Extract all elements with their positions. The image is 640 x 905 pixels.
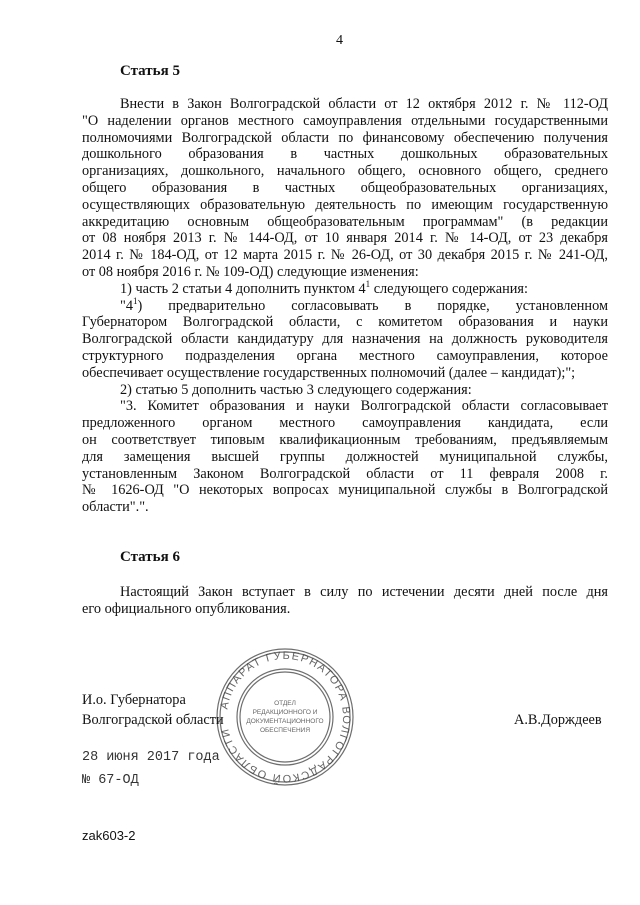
stamp-outer-text: АППАРАТ ГУБЕРНАТОРА ВОЛГОГРАДСКОЙ ОБЛАСТИ: [218, 649, 353, 785]
item-1-text: 1) часть 2 статьи 4 дополнить пунктом 4: [120, 280, 366, 297]
body-line: "О наделении органов местного самоуправления отдельными государственными: [82, 112, 608, 129]
body-line: предложенного органом местного самоуправления кандидата, если: [82, 415, 608, 432]
body-line: для замещения высшей группы должностей муниципальной службы,: [82, 448, 608, 465]
body-line: его официального опубликования.: [82, 600, 291, 617]
signatory-title-line-2: Волгоградской области: [82, 712, 224, 728]
stamp-center-line: ДОКУМЕНТАЦИОННОГО: [246, 718, 324, 725]
body-line: № 1626-ОД "О некоторых вопросах муниципальной службы в Волгоградской: [82, 482, 608, 499]
official-stamp: [215, 647, 355, 787]
quote-1-text: ) предварительно согласовывать в порядке, установленном: [137, 297, 608, 314]
body-line: "3. Комитет образования и науки Волгоградской области согласовывает: [120, 398, 608, 415]
body-line: обеспечивает осуществление государственных полномочий (далее – кандидат);";: [82, 364, 576, 381]
body-line: Волгоградской области кандидатуру для назначения на должность руководителя: [82, 331, 608, 348]
body-line: от 08 ноября 2016 г. № 109-ОД) следующие изменения:: [82, 263, 419, 280]
stamp-center-line: РЕДАКЦИОННОГО И: [252, 709, 318, 716]
stamp-center-line: ОБЕСПЕЧЕНИЯ: [259, 727, 311, 734]
footer-code: zak603-2: [82, 828, 136, 843]
law-date: 28 июня 2017 года: [82, 750, 220, 765]
body-line: Настоящий Закон вступает в силу по истечении десяти дней после дня: [120, 584, 608, 600]
amendment-item-1: [82, 281, 608, 298]
body-line: общего образования в частных общеобразовательных организациях,: [82, 179, 608, 196]
quote-1-superscript: 1: [133, 295, 138, 306]
body-line: установленным Законом Волгоградской области от 11 февраля 2008 г.: [82, 465, 608, 482]
article-6-heading: Статья 6: [120, 549, 180, 565]
signatory-title: [82, 690, 224, 730]
signatory-title-line-1: И.о. Губернатора: [82, 692, 186, 708]
page-number: 4: [336, 33, 343, 48]
body-line: осуществляющих образовательную деятельность по имеющим государственную: [82, 196, 608, 213]
signatory-name: А.В.Дорждеев: [514, 712, 602, 728]
quote-1-first-line: [82, 295, 608, 315]
body-line: Внести в Закон Волгоградской области от 12 октября 2012 г. № 112-ОД: [120, 96, 608, 112]
body-line: он соответствует типовым квалификационным требованиям, предъявляемым: [82, 431, 608, 448]
law-number: № 67-ОД: [82, 773, 139, 788]
body-line: области".".: [82, 499, 149, 516]
body-line: Губернатором Волгоградской области, с комитетом образования и науки: [82, 314, 608, 331]
body-line: структурного подразделения органа местного самоуправления, которое: [82, 347, 608, 364]
article-5-heading: Статья 5: [120, 63, 180, 79]
body-line: дошкольного образования в частных дошкольных образовательных: [82, 146, 608, 163]
body-line: 2014 г. № 184-ОД, от 12 марта 2015 г. № 26-ОД, от 30 декабря 2015 г. № 241-ОД,: [82, 247, 608, 264]
body-line: организациях, дошкольного, начального общего, основного общего, среднего: [82, 163, 608, 180]
item-1-superscript: 1: [365, 279, 371, 289]
quote-1-number: "4: [120, 297, 133, 314]
article-5-body: [82, 96, 608, 516]
item-1-tail: следующего содержания:: [370, 280, 528, 297]
body-line: аккредитацию основным общеобразовательным программам" (в редакции: [82, 213, 608, 230]
amendment-item-2: 2) статью 5 дополнить частью 3 следующего содержания:: [120, 381, 472, 398]
stamp-center-line: ОТДЕЛ: [274, 700, 296, 707]
body-line: от 08 ноября 2013 г. № 144-ОД, от 10 января 2014 г. № 14-ОД, от 23 декабря: [82, 230, 608, 247]
body-line: полномочиями Волгоградской области по финансовому обеспечению получения: [82, 129, 608, 146]
article-6-body: [82, 584, 608, 618]
